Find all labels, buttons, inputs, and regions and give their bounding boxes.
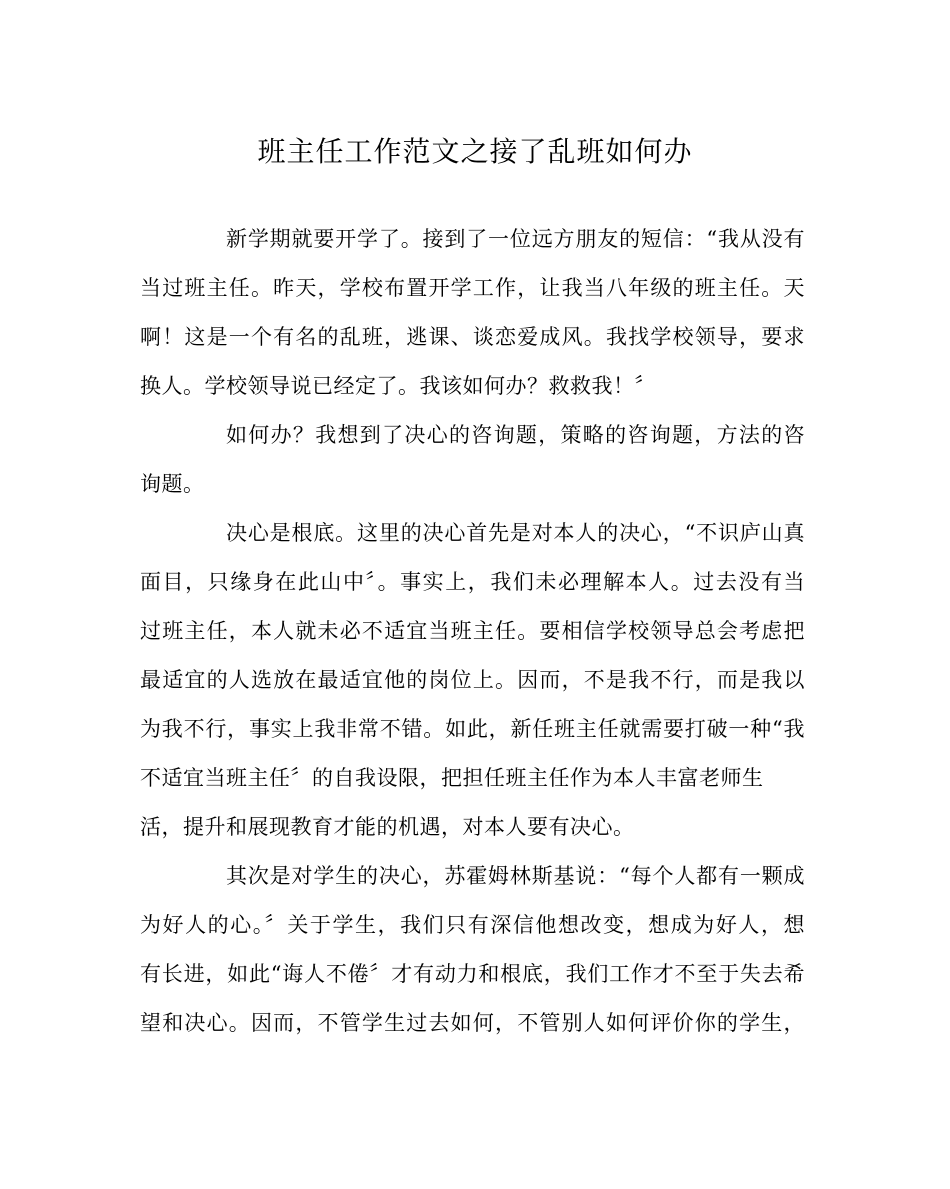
paragraph xyxy=(140,509,805,852)
text-line: 如何办？我想到了决心的咨询题，策略的咨询题，方法的咨 xyxy=(226,423,805,447)
paragraph xyxy=(140,852,805,1048)
text-line: 过班主任，本人就未必不适宜当班主任。要相信学校领导总会考虑把 xyxy=(140,619,805,643)
text-line: 有长进，如此“诲人不倦〞才有动力和根底，我们工作才不至于失去希 xyxy=(140,962,805,986)
text-line: 不适宜当班主任〞的自我设限，把担任班主任作为本人丰富老师生 xyxy=(140,766,764,790)
text-line: 活，提升和展现教育才能的机遇，对本人要有决心。 xyxy=(140,815,635,839)
text-line: 最适宜的人选放在最适宜他的岗位上。因而，不是我不行，而是我以 xyxy=(140,668,805,692)
text-line: 当过班主任。昨天，学校布置开学工作，让我当八年级的班主任。天 xyxy=(140,276,805,300)
text-line: 新学期就要开学了。接到了一位远方朋友的短信：“我从没有 xyxy=(226,227,805,251)
text-line: 决心是根底。这里的决心首先是对本人的决心，“不识庐山真 xyxy=(226,521,805,545)
text-line: 换人。学校领导说已经定了。我该如何办？救救我！〞 xyxy=(140,374,656,398)
document-title: 班主任工作范文之接了乱班如何办 xyxy=(257,135,693,168)
text-line: 为我不行，事实上我非常不错。如此，新任班主任就需要打破一种“我 xyxy=(140,717,805,741)
text-line: 其次是对学生的决心，苏霍姆林斯基说：“每个人都有一颗成 xyxy=(226,864,805,888)
text-line: 望和决心。因而，不管学生过去如何，不管别人如何评价你的学生， xyxy=(140,1011,805,1035)
document-body xyxy=(140,215,805,1048)
paragraph xyxy=(140,215,805,411)
paragraph xyxy=(140,411,805,509)
text-line: 面目，只缘身在此山中〞。事实上，我们未必理解本人。过去没有当 xyxy=(140,570,805,594)
text-line: 啊！这是一个有名的乱班，逃课、谈恋爱成风。我找学校领导，要求 xyxy=(140,325,805,349)
text-line: 为好人的心。〞关于学生，我们只有深信他想改变，想成为好人，想 xyxy=(140,913,805,937)
text-line: 询题。 xyxy=(140,472,205,496)
